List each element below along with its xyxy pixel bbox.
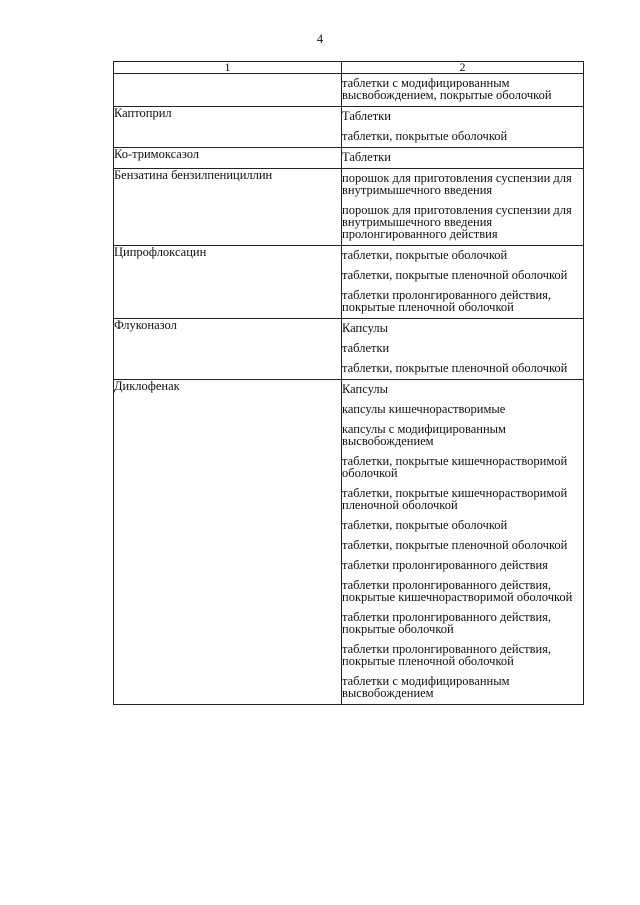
column-header: 2 — [342, 62, 584, 74]
dosage-form-item: порошок для приготовления суспензии для внутримышечного введения пролонгированного действия — [342, 203, 572, 241]
dosage-form-item: таблетки, покрытые оболочкой — [342, 248, 508, 262]
dosage-form-item: таблетки пролонгированного действия, покрытые кишечнорастворимой оболочкой — [342, 578, 573, 604]
drug-name-cell — [114, 74, 342, 107]
drug-name-cell: Каптоприл — [114, 107, 342, 148]
drug-name-cell: Ципрофлоксацин — [114, 246, 342, 319]
dosage-forms-cell — [342, 319, 584, 380]
dosage-form-item: таблетки — [342, 341, 390, 355]
table-body — [114, 74, 584, 705]
dosage-forms-cell — [342, 169, 584, 246]
dosage-form-item: порошок для приготовления суспензии для внутримышечного введения — [342, 171, 572, 197]
dosage-form-item: Таблетки — [342, 109, 391, 123]
dosage-form-item: таблетки с модифицированным высвобождением, покрытые оболочкой — [342, 76, 552, 102]
dosage-form-item: таблетки, покрытые кишечнорастворимой оболочкой — [342, 454, 568, 480]
table-row — [114, 246, 584, 319]
dosage-form-item: таблетки пролонгированного действия — [342, 558, 548, 572]
table-header-row — [114, 62, 584, 74]
column-header: 1 — [114, 62, 342, 74]
dosage-forms-cell — [342, 148, 584, 169]
dosage-form-item: таблетки с модифицированным высвобождением — [342, 674, 510, 700]
table-row — [114, 148, 584, 169]
dosage-form-item: Капсулы — [342, 382, 388, 396]
table-row — [114, 169, 584, 246]
dosage-form-item: Таблетки — [342, 150, 391, 164]
drug-name-cell: Бензатина бензилпенициллин — [114, 169, 342, 246]
table-row — [114, 107, 584, 148]
dosage-forms-cell — [342, 246, 584, 319]
dosage-form-item: таблетки, покрытые пленочной оболочкой — [342, 538, 568, 552]
dosage-form-item: таблетки, покрытые пленочной оболочкой — [342, 268, 568, 282]
drug-name-cell: Флуконазол — [114, 319, 342, 380]
dosage-form-item: таблетки, покрытые кишечнорастворимой пленочной оболочкой — [342, 486, 568, 512]
dosage-form-item: капсулы с модифицированным высвобождением — [342, 422, 506, 448]
page-number: 4 — [316, 32, 324, 46]
dosage-forms-cell — [342, 380, 584, 705]
dosage-form-item: таблетки, покрытые оболочкой — [342, 518, 508, 532]
table-row — [114, 380, 584, 705]
drug-forms-table — [113, 61, 584, 705]
dosage-form-item: таблетки пролонгированного действия, покрытые оболочкой — [342, 610, 552, 636]
dosage-form-item: таблетки пролонгированного действия, покрытые пленочной оболочкой — [342, 288, 552, 314]
table-row — [114, 319, 584, 380]
drug-name-cell: Ко-тримоксазол — [114, 148, 342, 169]
drug-name-cell: Диклофенак — [114, 380, 342, 705]
dosage-form-item: таблетки, покрытые пленочной оболочкой — [342, 361, 568, 375]
dosage-form-item: Капсулы — [342, 321, 388, 335]
dosage-form-item: таблетки, покрытые оболочкой — [342, 129, 508, 143]
dosage-forms-cell — [342, 74, 584, 107]
table-row — [114, 74, 584, 107]
dosage-form-item: капсулы кишечнорастворимые — [342, 402, 506, 416]
dosage-form-item: таблетки пролонгированного действия, покрытые пленочной оболочкой — [342, 642, 552, 668]
dosage-forms-cell — [342, 107, 584, 148]
